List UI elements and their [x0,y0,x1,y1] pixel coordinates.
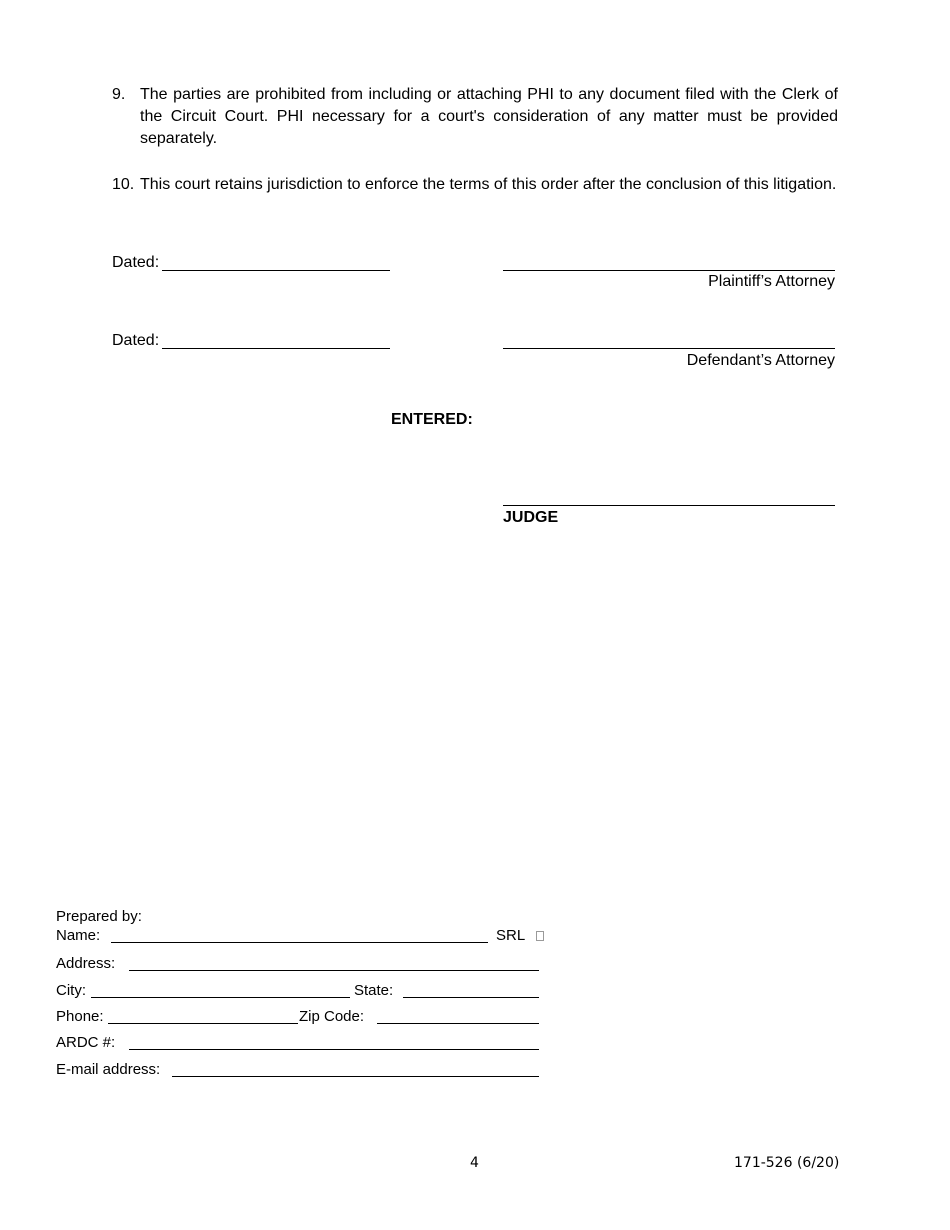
defendant-attorney-label: Defendant’s Attorney [686,352,835,369]
form-number: 171-526 (6/20) [734,1155,840,1171]
plaintiff-attorney-signature-line[interactable] [503,270,835,271]
judge-signature-line[interactable] [503,505,835,506]
defendant-dated-line[interactable] [162,348,390,349]
page-number: 4 [470,1155,479,1171]
state-field-line[interactable] [403,997,539,998]
entered-label: ENTERED: [391,411,473,428]
state-label: State: [354,982,394,999]
city-field-line[interactable] [91,997,350,998]
defendant-attorney-signature-line[interactable] [503,348,835,349]
plaintiff-attorney-label: Plaintiff’s Attorney [708,273,835,290]
email-label: E-mail address: [56,1061,161,1078]
srl-checkbox[interactable] [536,931,544,941]
plaintiff-dated-label: Dated: [112,254,160,271]
item-10-text: This court retains jurisdiction to enforce the terms of this order after the conclusion of this litigation. [140,176,837,193]
ardc-label: ARDC #: [56,1034,116,1051]
phone-field-line[interactable] [108,1023,298,1024]
plaintiff-dated-line[interactable] [162,270,390,271]
email-field-line[interactable] [172,1076,539,1077]
city-label: City: [56,982,86,999]
name-field-line[interactable] [111,942,488,943]
address-label: Address: [56,955,116,972]
prepared-by-heading: Prepared by: [56,908,142,925]
srl-label: SRL [496,927,526,944]
defendant-dated-label: Dated: [112,332,160,349]
name-label: Name: [56,927,101,944]
zip-code-label: Zip Code: [299,1008,365,1025]
judge-label: JUDGE [503,509,559,526]
item-9-text: The parties are prohibited from including or attaching PHI to any document filed with the Clerk of the Circuit Court. PHI necessary for a court's consideration of any matter must be provided separately. [140,86,838,147]
item-10-number: 10. [112,176,135,193]
address-field-line[interactable] [129,970,539,971]
item-9-number: 9. [112,86,126,103]
ardc-field-line[interactable] [129,1049,539,1050]
phone-label: Phone: [56,1008,104,1025]
zip-code-field-line[interactable] [377,1023,539,1024]
